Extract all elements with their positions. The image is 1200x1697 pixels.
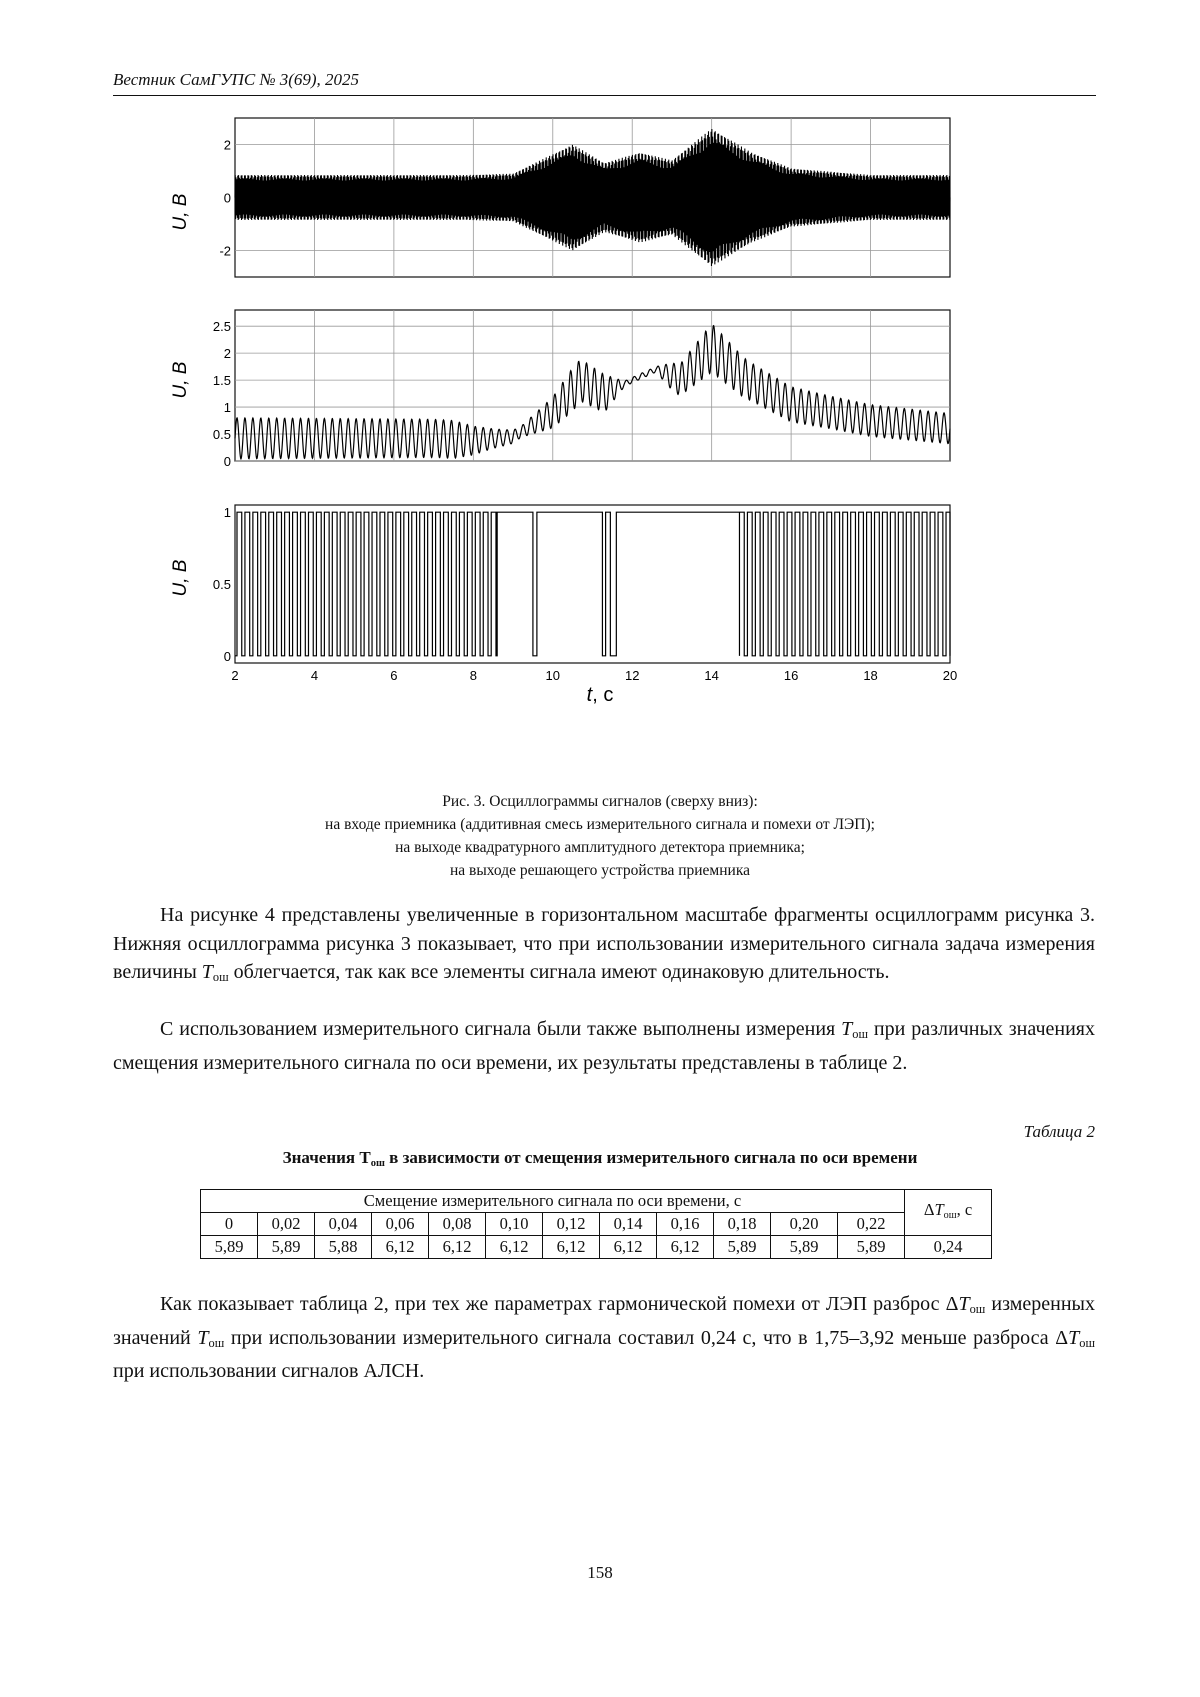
oscillogram-decision-panel — [213, 505, 950, 664]
x-tick-label: 2 — [231, 668, 239, 683]
table-value-row — [201, 1236, 992, 1259]
caption-line: Рис. 3. Осциллограммы сигналов (сверху вниз): — [442, 793, 758, 810]
paragraph-1: На рисунке 4 представлены увеличенные в горизонтальном масштабе фрагменты осциллограмм рисунка 3. Нижняя осциллограмма рисунка 3 показывает, что при использовании измерительного сигнала задача измерения величины $T_{ош}$ облегчается, так как все элементы сигнала имеют одинаковую длительность. — [113, 904, 1095, 984]
y-tick-label: 0 — [223, 190, 231, 206]
page-number: 158 — [587, 1563, 613, 1582]
table-value-cell: 6,12 — [657, 1236, 714, 1259]
table-shift-cell: 0,04 — [315, 1213, 372, 1236]
x-axis — [231, 668, 957, 683]
y-tick-label: 0 — [223, 454, 231, 469]
table-value-cell: 5,89 — [258, 1236, 315, 1259]
paragraph-2: С использованием измерительного сигнала были также выполнены измерения $T_{ош}$ при различных значениях смещения измерительного сигнала по оси времени, их результаты представлены в таблице 2. — [113, 1018, 1096, 1074]
y-axis-label-1: U, В — [170, 193, 191, 231]
oscillogram-figure — [170, 108, 1000, 708]
table-label: Таблица 2 — [1023, 1122, 1095, 1141]
table-value-cell: 5,89 — [714, 1236, 771, 1259]
y-tick-label: 0.5 — [212, 577, 231, 592]
y-tick-label: 1 — [223, 400, 231, 416]
x-tick-label: 14 — [704, 668, 719, 683]
table-delta-cell: 0,24 — [905, 1236, 992, 1259]
caption-line: на выходе решающего устройства приемника — [449, 862, 751, 879]
table-value-cell: 6,12 — [600, 1236, 657, 1259]
paragraph-3: Как показывает таблица 2, при тех же параметрах гармонической помехи от ЛЭП разброс $\Delta T_{ош}$ измеренных значений $T_{ош}$ при использовании измерительного сигнала составил 0,24 с, что в 1,75–3,92 меньше разброса $\Delta T_{ош}$ при использовании сигналов АЛСН. — [113, 1293, 1095, 1382]
table-value-cell: 6,12 — [429, 1236, 486, 1259]
table-header-row — [201, 1190, 992, 1213]
table-title: Значения $T_{ош}$ в зависимости от смещения измерительного сигнала по оси времени — [282, 1148, 918, 1169]
table-value-cell: 6,12 — [486, 1236, 543, 1259]
table-value-cell: 5,89 — [771, 1236, 838, 1259]
table-shift-cell: 0,20 — [771, 1213, 838, 1236]
table-shift-cell: 0,16 — [657, 1213, 714, 1236]
table-value-cell: 5,89 — [838, 1236, 905, 1259]
y-tick-label: -2 — [219, 243, 231, 259]
results-table — [200, 1189, 992, 1259]
table-shift-cell: 0,06 — [372, 1213, 429, 1236]
table-value-cell: 5,88 — [315, 1236, 372, 1259]
table-shift-cell: 0,10 — [486, 1213, 543, 1236]
y-tick-label: 1 — [223, 505, 231, 521]
x-tick-label: 20 — [942, 668, 958, 683]
y-tick-label: 2 — [223, 346, 231, 362]
y-axis-label-3: U, В — [170, 559, 191, 597]
y-axis-label-2: U, В — [170, 361, 191, 399]
x-tick-label: 16 — [783, 668, 799, 683]
table-shift-cell: 0,18 — [714, 1213, 771, 1236]
x-tick-label: 4 — [310, 668, 319, 683]
x-tick-label: 8 — [469, 668, 477, 683]
oscillogram-input-panel — [219, 118, 950, 277]
figure-caption — [0, 790, 1200, 882]
y-tick-label: 0 — [223, 648, 231, 664]
caption-line: на выходе квадратурного амплитудного детектора приемника; — [395, 839, 805, 856]
x-axis-label: t, с — [586, 684, 614, 706]
journal-header: Вестник СамГУПС № 3(69), 2025 — [113, 70, 1096, 96]
table-shift-cell: 0,08 — [429, 1213, 486, 1236]
table-value-cell: 6,12 — [543, 1236, 600, 1259]
table-shift-cell: 0,22 — [838, 1213, 905, 1236]
table-shift-cell: 0 — [201, 1213, 258, 1236]
table-delta-header: $\Delta T_{ош}$, с — [905, 1190, 992, 1236]
x-tick-label: 12 — [624, 668, 640, 683]
table-value-cell: 5,89 — [201, 1236, 258, 1259]
y-tick-label: 0.5 — [212, 427, 231, 443]
table-shift-cell: 0,02 — [258, 1213, 315, 1236]
table-group-header: Смещение измерительного сигнала по оси времени, с — [201, 1190, 905, 1213]
table-shift-row — [201, 1213, 992, 1236]
oscillogram-detector-panel — [213, 310, 950, 469]
y-tick-label: 2.5 — [212, 319, 231, 335]
table-shift-cell: 0,14 — [600, 1213, 657, 1236]
x-tick-label: 6 — [390, 668, 398, 683]
y-tick-label: 2 — [223, 137, 231, 153]
x-tick-label: 10 — [545, 668, 561, 683]
table-value-cell: 6,12 — [372, 1236, 429, 1259]
x-tick-label: 18 — [863, 668, 878, 683]
y-tick-label: 1.5 — [212, 373, 231, 389]
table-shift-cell: 0,12 — [543, 1213, 600, 1236]
caption-line: на входе приемника (аддитивная смесь измерительного сигнала и помехи от ЛЭП); — [325, 816, 875, 833]
